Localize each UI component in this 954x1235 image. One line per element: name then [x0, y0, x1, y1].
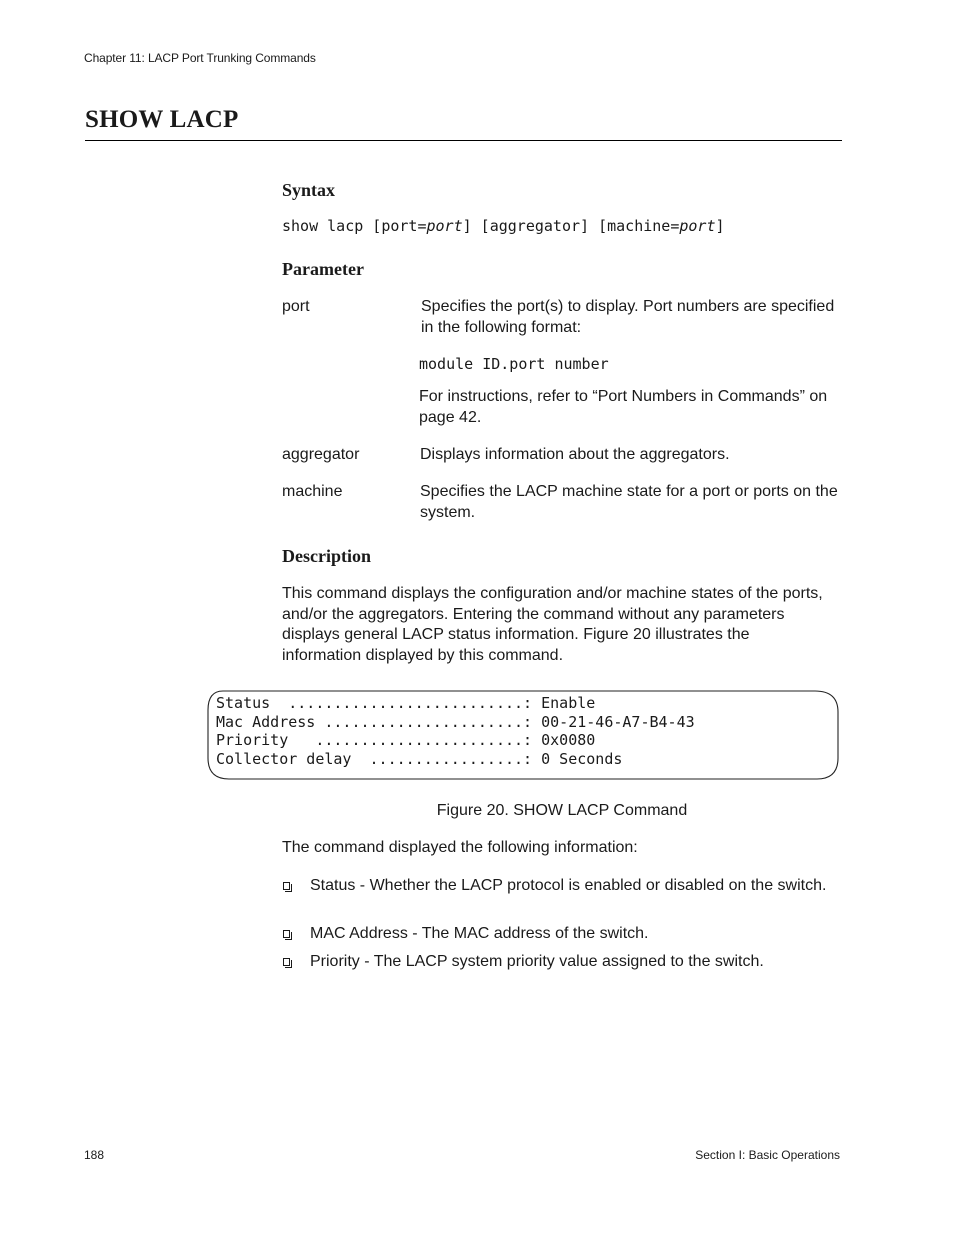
figure-caption: Figure 20. SHOW LACP Command	[436, 802, 688, 819]
bullet-status: Status - Whether the LACP protocol is enabled or disabled on the switch.	[310, 877, 827, 894]
figure-line-mac-address: Mac Address ......................: 00-21-46-A7-B4-43	[216, 712, 695, 731]
figure-line-priority: Priority .......................: 0x0080	[216, 731, 596, 750]
param-name-aggregator: aggregator	[282, 446, 360, 463]
param-desc-machine: Specifies the LACP machine state for a port or ports on the system.	[420, 483, 838, 521]
param-desc-aggregator: Displays information about the aggregators.	[420, 446, 730, 463]
port-note: For instructions, refer to “Port Numbers in Commands” on page 42.	[419, 388, 828, 426]
bullet-icon	[281, 957, 293, 969]
param-name-port: port	[282, 298, 310, 315]
title-rule	[85, 140, 842, 141]
param-desc-port: Specifies the port(s) to display. Port numbers are specified in the following format:	[421, 298, 835, 336]
syntax-arg-port-1: port	[426, 217, 463, 235]
syntax-arg-port-2: port	[679, 217, 716, 235]
syntax-part-3: ]	[715, 217, 725, 235]
info-intro: The command displayed the following information:	[282, 839, 638, 856]
description-heading: Description	[282, 546, 371, 566]
running-header: Chapter 11: LACP Port Trunking Commands	[84, 51, 316, 65]
param-name-machine: machine	[282, 483, 343, 500]
bullet-mac-address: MAC Address - The MAC address of the switch.	[310, 925, 649, 942]
figure-line-collector-delay: Collector delay .................: 0 Seconds	[216, 750, 623, 769]
section-footer: Section I: Basic Operations	[695, 1148, 840, 1162]
bullet-icon	[281, 881, 293, 893]
syntax-part-2: ] [aggregator] [machine=	[462, 217, 680, 235]
figure-output	[216, 694, 695, 769]
syntax-line	[282, 217, 725, 235]
bullet-priority: Priority - The LACP system priority value assigned to the switch.	[310, 953, 764, 970]
parameter-heading: Parameter	[282, 259, 364, 279]
figure-line-status: Status ..........................: Enable	[216, 694, 596, 712]
page-title: SHOW LACP	[85, 106, 239, 133]
syntax-heading: Syntax	[282, 180, 336, 200]
port-format: module ID.port number	[419, 355, 609, 373]
bullet-icon	[281, 929, 293, 941]
description-text: This command displays the configuration and/or machine states of the ports, and/or the aggregators. Entering the command without any parameters displays general LACP status information. Figure 20 illustrates the information displayed by this command.	[282, 585, 823, 664]
page-number: 188	[84, 1148, 105, 1162]
syntax-part-1: show lacp [port=	[282, 217, 427, 235]
